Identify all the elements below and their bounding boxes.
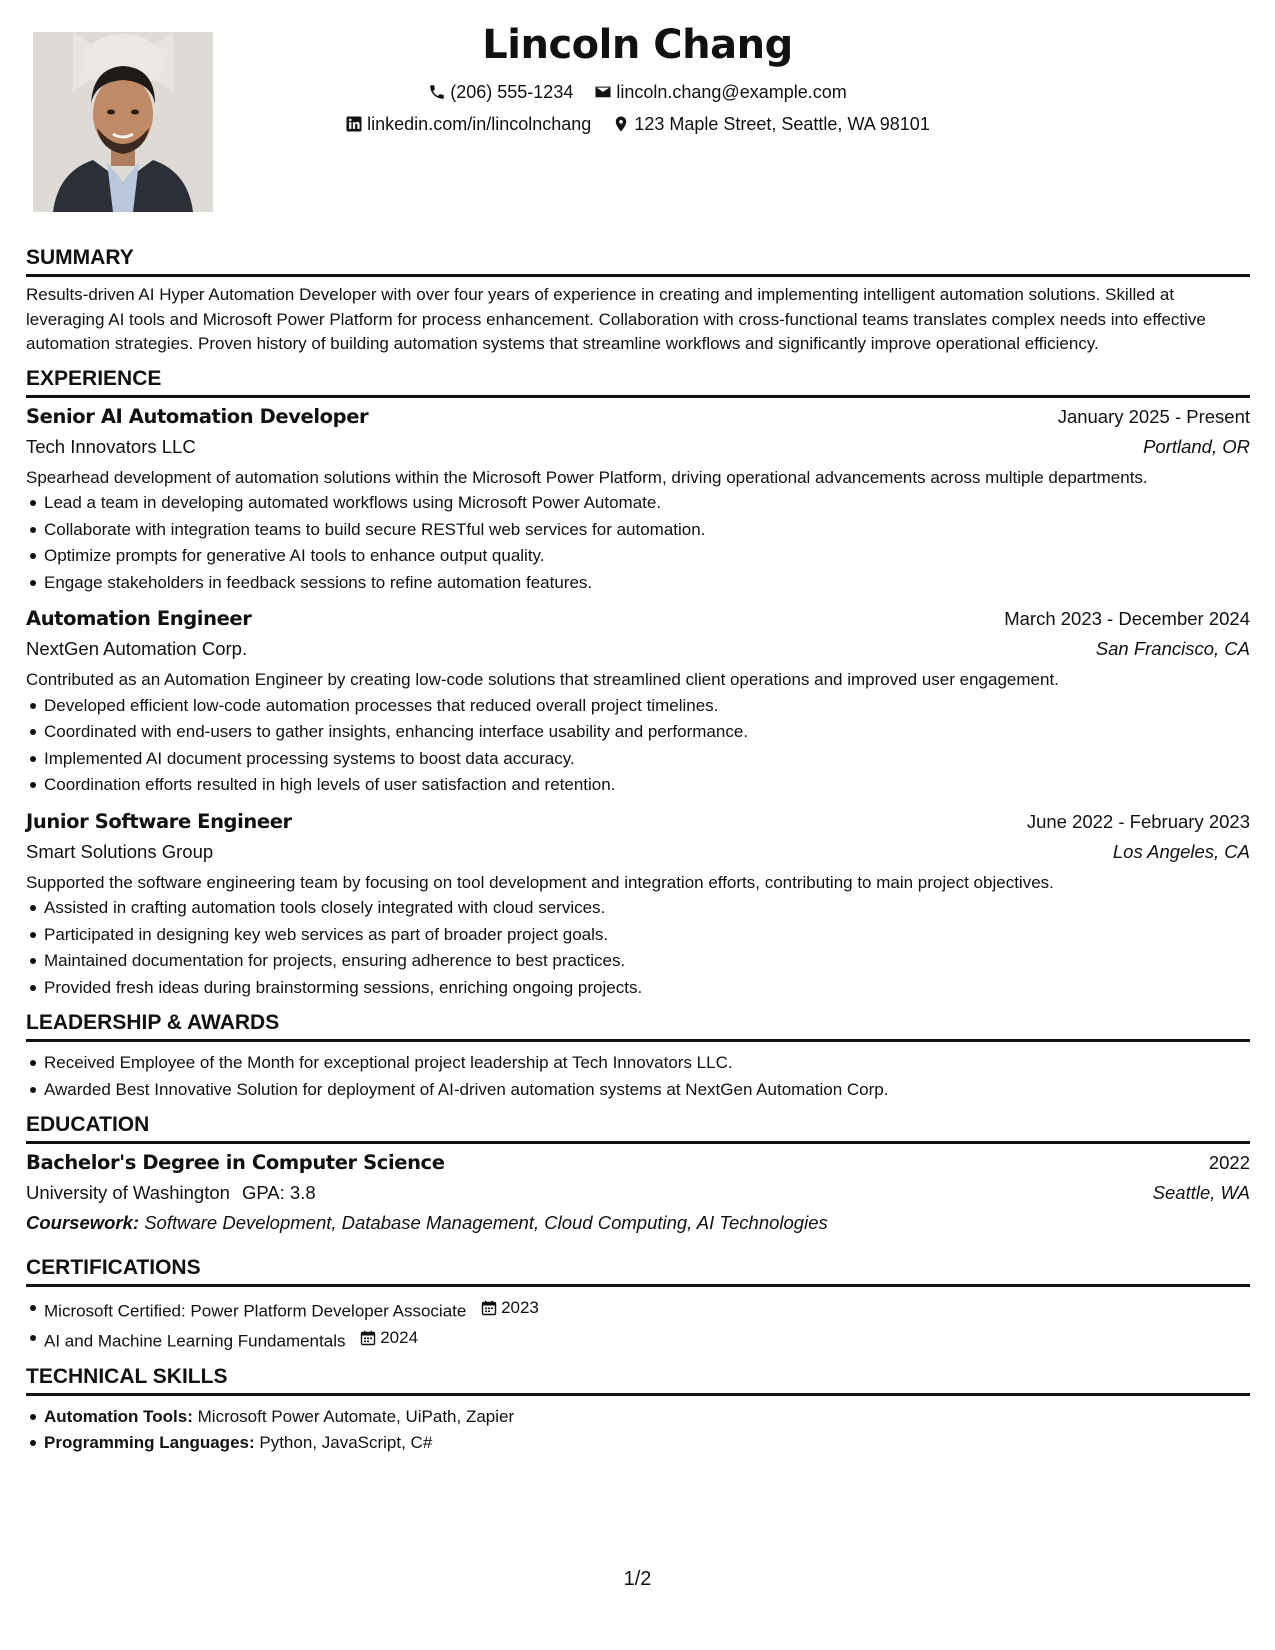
certifications-section [26, 1256, 1250, 1355]
job-description: Supported the software engineering team by focusing on tool development and integration efforts, contributing to main project objectives. [26, 872, 1054, 892]
job-bullets [26, 490, 1250, 596]
skill-value: Python, JavaScript, C# [259, 1433, 433, 1452]
phone-text: (206) 555-1234 [450, 81, 574, 102]
cert-year: 2024 [380, 1327, 419, 1347]
skill-value: Microsoft Power Automate, UiPath, Zapier [197, 1406, 515, 1426]
list-item [26, 1295, 1250, 1325]
resume-body [26, 246, 1250, 1467]
linkedin-text: linkedin.com/in/lincolnchang [367, 113, 592, 134]
school-location: Seattle, WA [1152, 1182, 1250, 1203]
coursework-label: Coursework: [26, 1212, 140, 1233]
job-dates: March 2023 - December 2024 [1004, 608, 1250, 629]
job-description: Spearhead development of automation solutions within the Microsoft Power Platform, driving operational advancements across multiple departments. [26, 467, 1148, 487]
skill-label: Programming Languages: [44, 1433, 255, 1452]
cert-name: AI and Machine Learning Fundamentals [44, 1331, 346, 1350]
experience-section [26, 367, 1250, 1002]
contact-linkedin[interactable] [345, 114, 591, 135]
list-item [26, 1430, 1250, 1457]
linkedin-icon [345, 115, 363, 133]
contact-row-2 [0, 113, 1275, 135]
job-entry [26, 807, 1250, 1002]
job-title: Junior Software Engineer [26, 809, 292, 833]
leadership-section [26, 1011, 1250, 1103]
cert-date [481, 1295, 539, 1322]
experience-heading: EXPERIENCE [26, 367, 1250, 398]
certifications-heading: CERTIFICATIONS [26, 1256, 1250, 1287]
list-item: Assisted in crafting automation tools closely integrated with cloud services. [26, 895, 1250, 922]
list-item: Lead a team in developing automated workflows using Microsoft Power Automate. [26, 490, 1250, 517]
job-title: Automation Engineer [26, 607, 252, 630]
job-company: Smart Solutions Group [26, 840, 214, 862]
school-info [26, 1178, 316, 1208]
job-entry [26, 402, 1250, 597]
calendar-icon [360, 1330, 376, 1346]
job-location: San Francisco, CA [1095, 638, 1250, 659]
address-text: 123 Maple Street, Seattle, WA 98101 [634, 113, 930, 134]
coursework-list: Software Development, Database Management, Cloud Computing, AI Technologies [144, 1212, 828, 1233]
job-company: NextGen Automation Corp. [26, 638, 248, 659]
job-dates: January 2025 - Present [1057, 405, 1250, 427]
skills-section [26, 1365, 1250, 1457]
job-bullets [26, 895, 1250, 1001]
education-section [26, 1113, 1250, 1238]
skill-label: Automation Tools: [44, 1406, 193, 1426]
list-item: Coordinated with end-users to gather insights, enhancing interface usability and performance. [26, 719, 1250, 746]
school-name: University of Washington [26, 1182, 230, 1203]
list-item: Maintained documentation for projects, ensuring adherence to best practices. [26, 948, 1250, 975]
list-item: Provided fresh ideas during brainstorming sessions, enriching ongoing projects. [26, 975, 1250, 1002]
list-item: Optimize prompts for generative AI tools to enhance output quality. [26, 543, 1250, 570]
list-item: Coordination efforts resulted in high levels of user satisfaction and retention. [26, 772, 1250, 799]
education-heading: EDUCATION [26, 1113, 1250, 1144]
cert-year: 2023 [501, 1298, 539, 1317]
list-item: Engage stakeholders in feedback sessions to refine automation features. [26, 570, 1250, 597]
email-text: lincoln.chang@example.com [616, 81, 847, 102]
job-location: Portland, OR [1143, 435, 1250, 457]
job-bullets [26, 693, 1250, 799]
list-item: Participated in designing key web services as part of broader project goals. [26, 922, 1250, 949]
skills-heading: TECHNICAL SKILLS [26, 1365, 1250, 1396]
leadership-list [26, 1050, 1250, 1103]
list-item [26, 1325, 1250, 1355]
job-company: Tech Innovators LLC [26, 435, 196, 457]
summary-heading: SUMMARY [26, 246, 1250, 277]
envelope-icon [594, 83, 612, 101]
job-location: Los Angeles, CA [1112, 840, 1250, 862]
certifications-list [26, 1295, 1250, 1355]
gpa: GPA: 3.8 [241, 1182, 316, 1203]
list-item: Implemented AI document processing systems to boost data accuracy. [26, 746, 1250, 773]
cert-name: Microsoft Certified: Power Platform Developer Associate [44, 1301, 467, 1321]
contact-email[interactable] [594, 82, 846, 103]
summary-text: Results-driven AI Hyper Automation Developer with over four years of experience in creating and implementing intelligent automation solutions. Skilled at leveraging AI tools and Microsoft Power Platform for process enhancement. Collaboration with cross-functional teams translates complex needs into effective automation strategies. Proven history of building automation systems that streamline workflows and significantly improve operational efficiency. [26, 285, 1206, 353]
leadership-heading: LEADERSHIP & AWARDS [26, 1011, 1250, 1042]
list-item [26, 1404, 1250, 1431]
skills-list [26, 1404, 1250, 1457]
degree-title: Bachelor's Degree in Computer Science [26, 1151, 445, 1174]
page-number: 1/2 [623, 1568, 652, 1590]
list-item: Awarded Best Innovative Solution for deployment of AI-driven automation systems at NextGen Automation Corp. [26, 1077, 1250, 1104]
summary-section [26, 246, 1250, 357]
contact-address [612, 114, 930, 135]
graduation-year: 2022 [1208, 1152, 1250, 1173]
list-item: Developed efficient low-code automation processes that reduced overall project timelines. [26, 693, 1250, 720]
job-description: Contributed as an Automation Engineer by creating low-code solutions that streamlined client operations and improved user engagement. [26, 670, 1059, 689]
cert-date [360, 1325, 418, 1352]
job-dates: June 2022 - February 2023 [1026, 810, 1250, 832]
candidate-name: Lincoln Chang [482, 22, 793, 68]
job-entry [26, 604, 1250, 799]
coursework [26, 1208, 1250, 1238]
phone-icon [428, 83, 446, 101]
calendar-icon [481, 1300, 497, 1316]
list-item: Collaborate with integration teams to build secure RESTful web services for automation. [26, 517, 1250, 544]
map-pin-icon [612, 115, 630, 133]
contact-row-1 [0, 81, 1275, 103]
contact-phone[interactable] [428, 82, 573, 103]
job-title: Senior AI Automation Developer [26, 404, 369, 428]
list-item: Received Employee of the Month for exceptional project leadership at Tech Innovators LLC. [26, 1050, 1250, 1077]
